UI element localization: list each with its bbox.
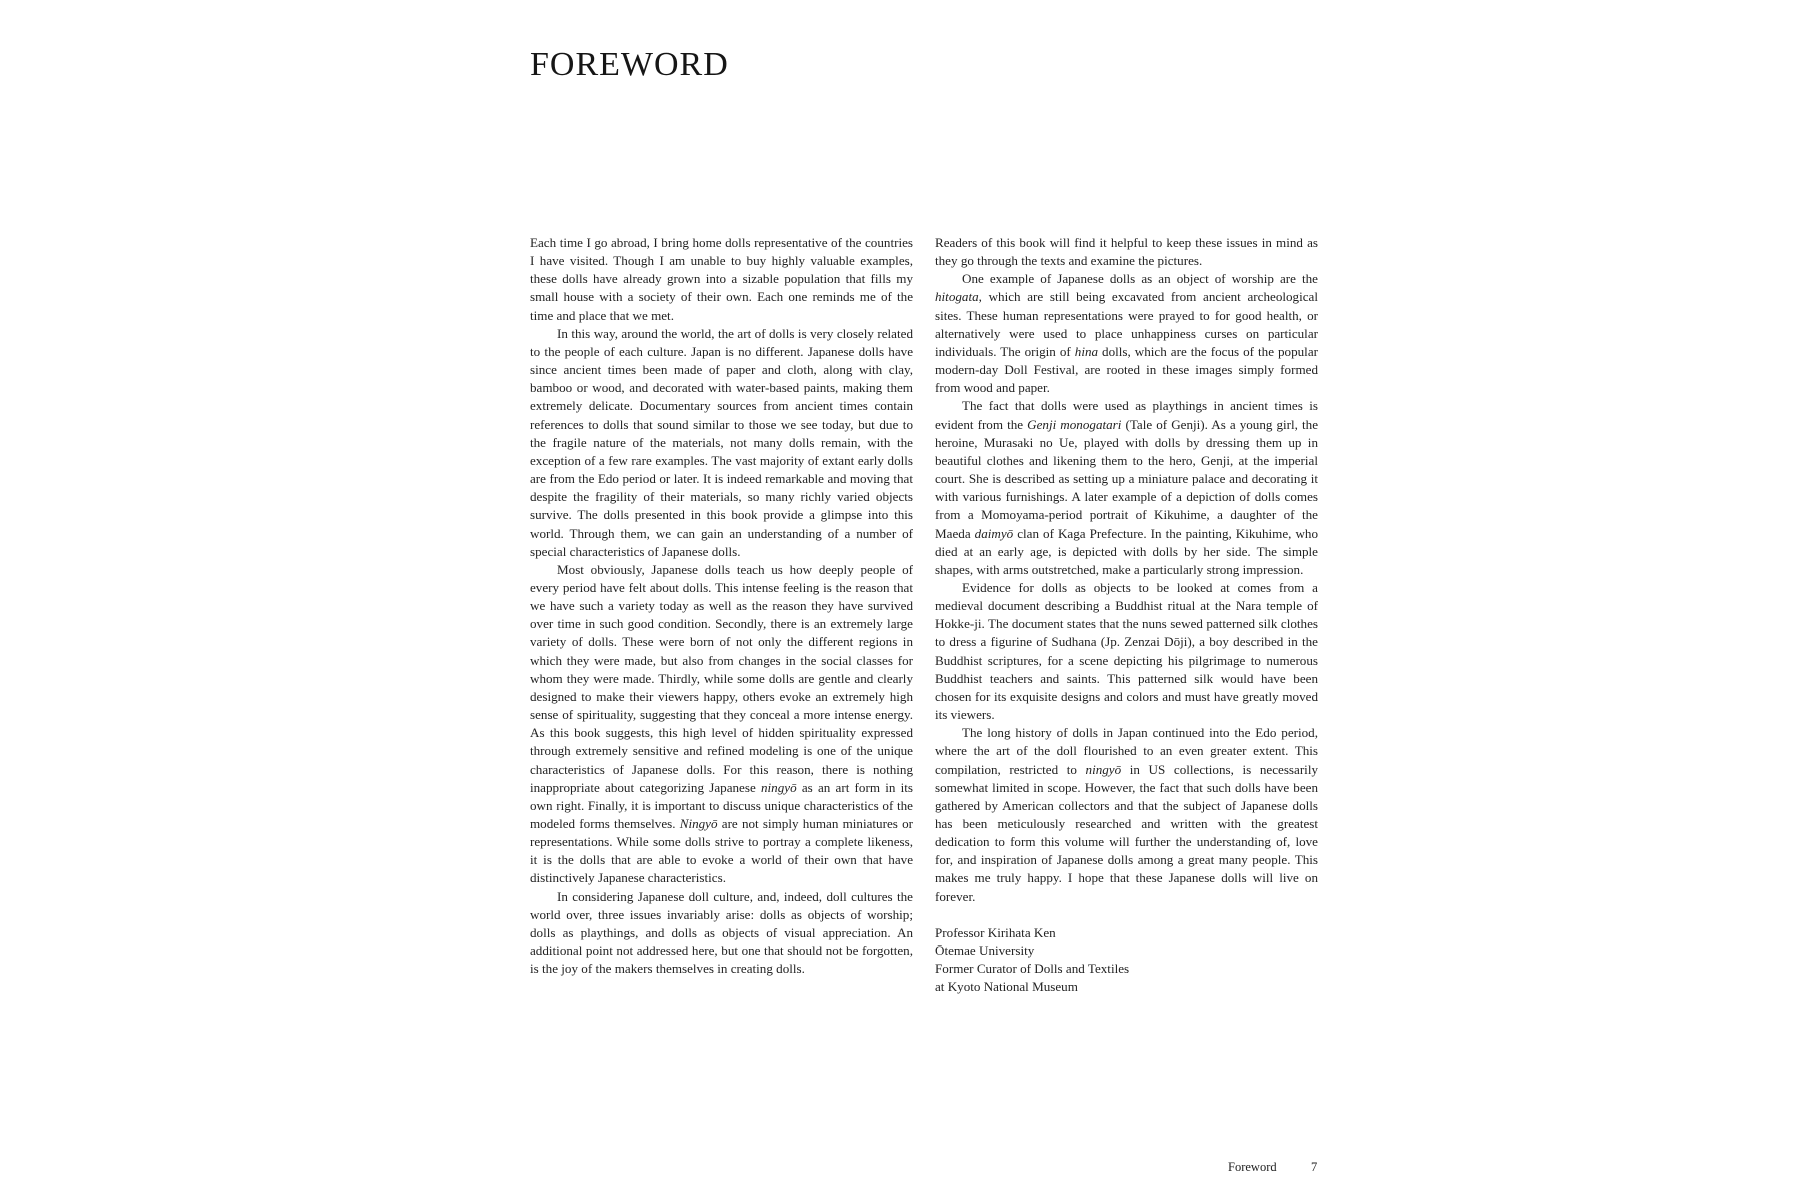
paragraph: Most obviously, Japanese dolls teach us how deeply people of every period have felt about dolls. This intense feeling is the reason that we have such a variety today as well as the reason they have survived over time in such good condition. Secondly, there is an extremely large variety of dolls. These were born of not only the different regions in which they were made, but also from changes in the social classes for whom they were made. Thirdly, while some dolls are gentle and clearly designed to make their viewers happy, others evoke an extremely high sense of spirituality, suggesting that they conceal a more intense energy. As this book suggests, this high level of hidden spirituality expressed through extremely sensitive and refined modeling is one of the unique characteristics of Japanese dolls. For this reason, there is nothing inappropriate about categorizing Japanese ningyō as an art form in its own right. Finally, it is important to discuss unique characteristics of the modeled forms themselves. Ningyō are not simply human miniatures or representations. While some dolls strive to portray a complete likeness, it is the dolls that are able to evoke a world of their own that have distinctively Japanese characteristics. xyxy=(530,561,913,886)
paragraph: In this way, around the world, the art of dolls is very closely related to the people of each culture. Japan is no different. Japanese dolls have since ancient times been made of paper and cloth, along with clay, bamboo or wood, and decorated with water-based paints, making them extremely delicate. Documentary sources from ancient times contain references to dolls that sound similar to those we see today, but due to the fragile nature of the materials, not many dolls remain, with the exception of a few rare examples. The vast majority of extant early dolls are from the Edo period or later. It is indeed remarkable and moving that despite the fragility of their materials, so many richly varied objects survive. The dolls presented in this book provide a glimpse into this world. Through them, we can gain an understanding of a number of special characteristics of Japanese dolls. xyxy=(530,325,913,559)
italic-term: daimyō xyxy=(974,525,1014,541)
italic-term: ningyō xyxy=(760,779,797,795)
page-title: FOREWORD xyxy=(530,46,729,83)
paragraph: Each time I go abroad, I bring home dolls representative of the countries I have visited. Though I am unable to buy highly valuable examples, these dolls have already grown into a sizable population that fills my small house with a society of their own. Each one reminds me of the time and place that we met. xyxy=(530,235,913,323)
text-column-left xyxy=(530,234,913,978)
paragraph: One example of Japanese dolls as an object of worship are the hitogata, which are still being excavated from ancient archeological sites. These human representations were prayed to for good health, or alternatively were used to place unhappiness curses on particular individuals. The origin of hina dolls, which are the focus of the popular modern-day Doll Festival, are rooted in these images simply formed from wood and paper. xyxy=(935,271,1318,396)
text-column-right xyxy=(935,234,1318,997)
paragraph: The long history of dolls in Japan continued into the Edo period, where the art of the doll flourished to an even greater extent. This compilation, restricted to ningyō in US collections, is necessarily somewhat limited in scope. However, the fact that such dolls have been gathered by American collectors and that the subject of Japanese dolls has been meticulously researched and written with the greatest dedication to form this volume will further the understanding of, love for, and inspiration of Japanese dolls among a great many people. This makes me truly happy. I hope that these Japanese dolls will live on forever. xyxy=(935,725,1318,904)
italic-term: hina xyxy=(1074,343,1099,359)
signature-name: Professor Kirihata Ken xyxy=(935,924,1056,940)
paragraph: In considering Japanese doll culture, and, indeed, doll cultures the world over, three issues invariably arise: dolls as objects of worship; dolls as playthings, and dolls as objects of visual appreciation. An additional point not addressed here, but one that should not be forgotten, is the joy of the makers themselves in creating dolls. xyxy=(530,888,913,977)
running-head: Foreword xyxy=(1228,1160,1277,1174)
signature-title: Former Curator of Dolls and Textiles xyxy=(935,961,1130,977)
italic-term: hitogata xyxy=(935,289,979,305)
signature-block xyxy=(935,924,1318,997)
paragraph: Readers of this book will find it helpful to keep these issues in mind as they go through the texts and examine the pictures. xyxy=(935,235,1318,269)
signature-affiliation: Ōtemae University xyxy=(935,942,1035,958)
italic-term: Genji monogatari xyxy=(1027,416,1122,432)
paragraph: Evidence for dolls as objects to be looked at comes from a medieval document describing a Buddhist ritual at the Nara temple of Hokke-ji. The document states that the nuns sewed patterned silk clothes to dress a figurine of Sudhana (Jp. Zenzai Dōji), a boy described in the Buddhist scriptures, for a scene depicting his pilgrimage to numerous Buddhist teachers and saints. This patterned silk would have been chosen for its exquisite designs and colors and must have greatly moved its viewers. xyxy=(935,579,1318,723)
page-number: 7 xyxy=(1311,1160,1318,1174)
italic-term: ningyō xyxy=(1085,761,1122,777)
signature-institution: at Kyoto National Museum xyxy=(935,979,1078,995)
italic-term: Ningyō xyxy=(679,816,718,831)
paragraph: The fact that dolls were used as playthings in ancient times is evident from the Genji monogatari (Tale of Genji). As a young girl, the heroine, Murasaki no Ue, played with dolls by dressing them up in beautiful clothes and likening them to the hero, Genji, at the imperial court. She is described as setting up a miniature palace and decorating it with various furnishings. A later example of a depiction of dolls comes from a Momoyama-period portrait of Kikuhime, a daughter of the Maeda daimyō clan of Kaga Prefecture. In the painting, Kikuhime, who died at an early age, is depicted with dolls by her side. The simple shapes, with arms outstretched, make a particularly strong impression. xyxy=(935,398,1319,577)
